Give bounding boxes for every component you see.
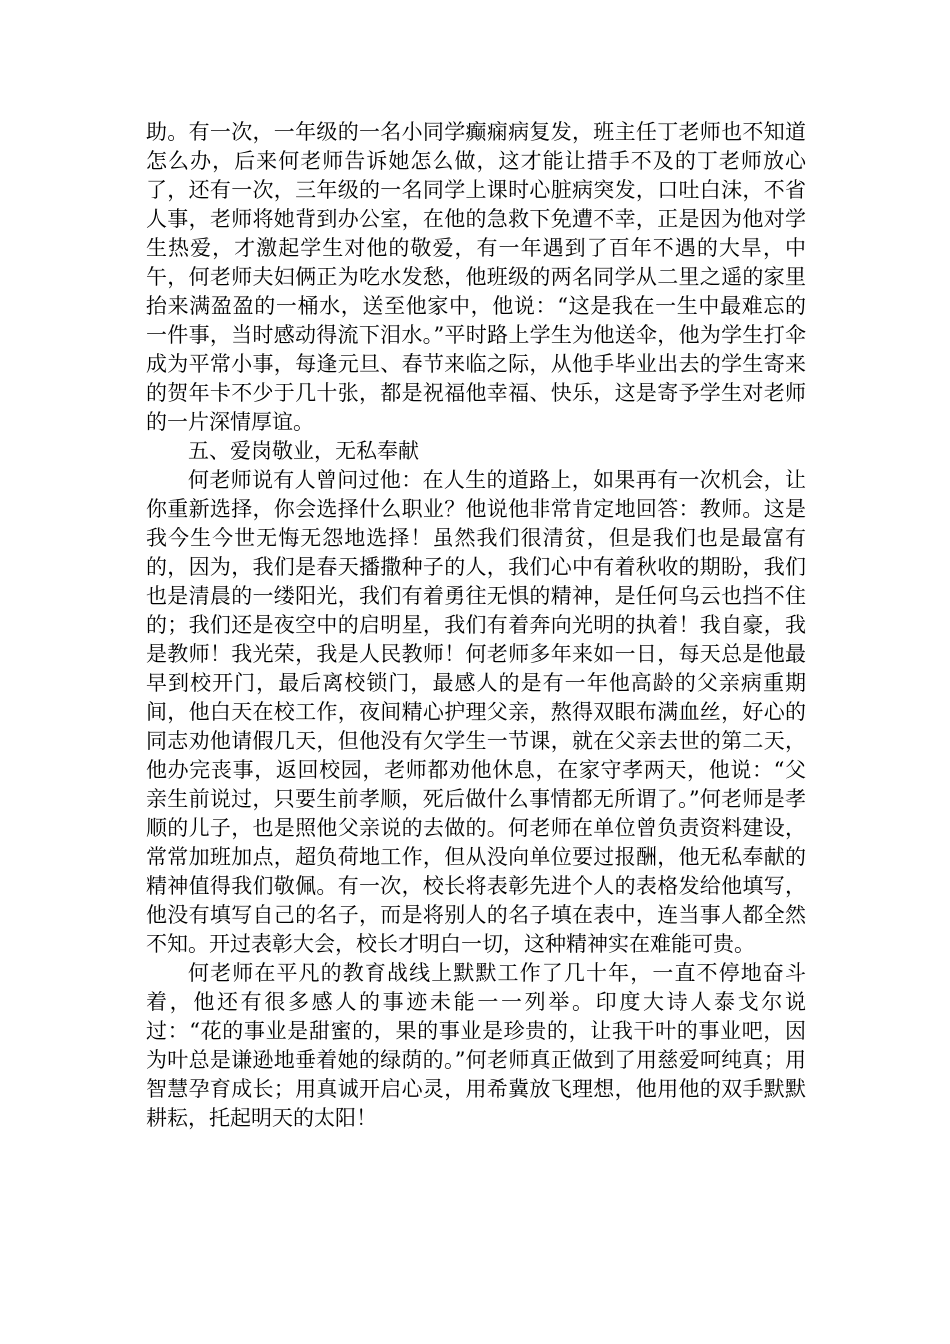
paragraph-continued-story: 助。有一次，一年级的一名小同学癫痫病复发，班主任丁老师也不知道怎么办，后来何老师告诉她怎么做，这才能让措手不及的丁老师放心了，还有一次，三年级的一名同学上课时心脏病突发，口吐白沫，不省人事，老师将她背到办公室，在他的急救下免遭不幸，正是因为他对学生热爱，才激起学生对他的敬爱，有一年遇到了百年不遇的大旱，中午，何老师夫妇俩正为吃水发愁，他班级的两名同学从二里之遥的家里抬来满盈盈的一桶水，送至他家中，他说：“这是我在一生中最难忘的一件事，当时感动得流下泪水。”平时路上学生为他送伞，他为学生打伞成为平常小事，每逢元旦、春节来临之际，从他手毕业出去的学生寄来的贺年卡不少于几十张，都是祝福他幸福、快乐，这是寄予学生对老师的一片深情厚谊。 [146, 120, 806, 434]
section-heading-dedication: 五、爱岗敬业，无私奉献 [188, 439, 419, 463]
document-body [146, 118, 806, 1133]
paragraph-conclusion: 何老师在平凡的教育战线上默默工作了几十年，一直不停地奋斗着，他还有很多感人的事迹未能一一列举。印度大诗人泰戈尔说过：“花的事业是甜蜜的，果的事业是珍贵的，让我干叶的事业吧，因为叶总是谦逊地垂着她的绿荫的。”何老师真正做到了用慈爱呵纯真；用智慧孕育成长；用真诚开启心灵，用希冀放飞理想，他用他的双手默默耕耘，托起明天的太阳！ [146, 961, 806, 1130]
paragraph-career-choice: 何老师说有人曾问过他：在人生的道路上，如果再有一次机会，让你重新选择，你会选择什么职业？他说他非常肯定地回答：教师。这是我今生今世无悔无怨地选择！虽然我们很清贫，但是我们也是最富有的，因为，我们是春天播撒种子的人，我们心中有着秋收的期盼，我们也是清晨的一缕阳光，我们有着勇往无惧的精神，是任何乌云也挡不住的；我们还是夜空中的启明星，我们有着奔向光明的执着！我自豪，我是教师！我光荣，我是人民教师！何老师多年来如一日，每天总是他最早到校开门，最后离校锁门，最感人的是有一年他高龄的父亲病重期间，他白天在校工作，夜间精心护理父亲，熬得双眼布满血丝，好心的同志劝他请假几天，但他没有欠学生一节课，就在父亲去世的第二天，他办完丧事，返回校园，老师都劝他休息，在家守孝两天，他说：“父亲生前说过，只要生前孝顺，死后做什么事情都无所谓了。”何老师是孝顺的儿子，也是照他父亲说的去做的。何老师在单位曾负责资料建设，常常加班加点，超负荷地工作，但从没向单位要过报酬，他无私奉献的精神值得我们敬佩。有一次，校长将表彰先进个人的表格发给他填写，他没有填写自己的名子，而是将别人的名子填在表中，连当事人都全然不知。开过表彰大会，校长才明白一切，这种精神实在难能可贵。 [146, 468, 806, 956]
